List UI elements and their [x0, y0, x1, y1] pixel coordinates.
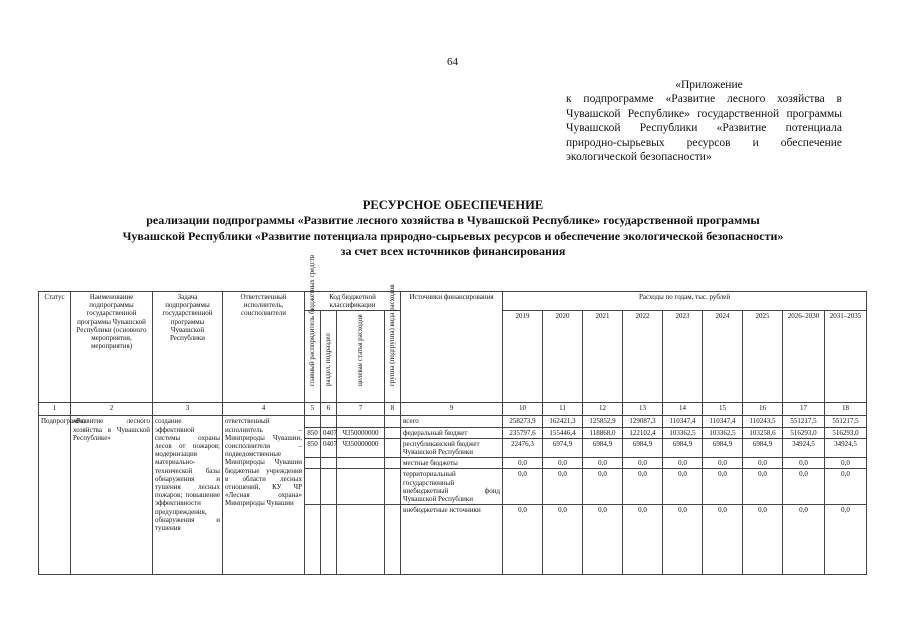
value-cell: 0,0	[783, 469, 825, 505]
value-cell: 0,0	[503, 458, 543, 469]
value-cell: 0,0	[825, 505, 867, 575]
value-cell: 118868,0	[583, 427, 623, 438]
header-year: 2022	[623, 311, 663, 403]
grbs-cell: 850	[305, 438, 321, 457]
value-cell: 258273,9	[503, 416, 543, 427]
header-responsible: Ответственный исполнитель, соисполнители	[223, 292, 305, 403]
value-cell: 110243,5	[743, 416, 783, 427]
value-cell: 103362,5	[663, 427, 703, 438]
source-cell: внебюджетные источники	[401, 505, 503, 575]
rz-cell: 0407	[321, 438, 337, 457]
value-cell: 22476,3	[503, 438, 543, 457]
value-cell: 0,0	[783, 505, 825, 575]
value-cell: 6984,9	[743, 438, 783, 457]
source-cell: федеральный бюджет	[401, 427, 503, 438]
value-cell: 0,0	[703, 458, 743, 469]
value-cell: 0,0	[623, 505, 663, 575]
col-number: 11	[543, 403, 583, 416]
vr-cell	[385, 505, 401, 575]
page-number: 64	[447, 56, 458, 68]
value-cell: 6974,9	[543, 438, 583, 457]
grbs-cell	[305, 416, 321, 427]
value-cell: 0,0	[743, 458, 783, 469]
header-year: 2023	[663, 311, 703, 403]
title-line-1: РЕСУРСНОЕ ОБЕСПЕЧЕНИЕ	[362, 198, 544, 212]
status-cell: Подпрограмма	[39, 416, 71, 575]
value-cell: 0,0	[623, 458, 663, 469]
header-code-rz: раздел, подраздел	[321, 311, 337, 403]
appendix-heading: «Приложение	[675, 79, 743, 91]
value-cell: 0,0	[623, 469, 663, 505]
col-number: 12	[583, 403, 623, 416]
source-cell: территориальный государственный внебюджетный фонд Чувашской Республики	[401, 469, 503, 505]
value-cell: 110347,4	[663, 416, 703, 427]
rz-cell: 0407	[321, 427, 337, 438]
grbs-cell	[305, 505, 321, 575]
cs-cell: Ч350000000	[337, 427, 385, 438]
value-cell: 129087,3	[623, 416, 663, 427]
vr-cell	[385, 438, 401, 457]
rz-cell	[321, 416, 337, 427]
value-cell: 0,0	[543, 458, 583, 469]
document-title	[40, 198, 866, 260]
source-cell: местные бюджеты	[401, 458, 503, 469]
col-number: 2	[71, 403, 153, 416]
header-budget-code: Код бюджетной классификации	[305, 292, 401, 311]
header-expenses: Расходы по годам, тыс. рублей	[503, 292, 867, 311]
value-cell: 6984,9	[623, 438, 663, 457]
value-cell: 103258,6	[743, 427, 783, 438]
col-number: 14	[663, 403, 703, 416]
value-cell: 0,0	[583, 458, 623, 469]
value-cell: 6984,9	[703, 438, 743, 457]
header-year: 2031–2035	[825, 311, 867, 403]
col-number: 16	[743, 403, 783, 416]
title-line-4: за счет всех источников финансирования	[340, 244, 566, 258]
header-year: 2024	[703, 311, 743, 403]
cs-cell	[337, 458, 385, 469]
value-cell: 0,0	[543, 469, 583, 505]
value-cell: 6984,9	[663, 438, 703, 457]
column-numbers-row	[39, 403, 867, 416]
header-status: Статус	[39, 292, 71, 403]
col-number: 18	[825, 403, 867, 416]
value-cell: 6984,9	[583, 438, 623, 457]
value-cell: 0,0	[825, 458, 867, 469]
appendix-text: к подпрограмме «Развитие лесного хозяйства в Чувашской Республике» государственной программы Чувашской Республики «Развитие потенциала природно-сырьевых ресурсов и обеспечение экологической безопасности»	[566, 93, 842, 164]
value-cell: 0,0	[583, 469, 623, 505]
value-cell: 516293,0	[825, 427, 867, 438]
value-cell: 0,0	[503, 469, 543, 505]
rz-cell	[321, 505, 337, 575]
value-cell: 34924,5	[783, 438, 825, 457]
col-number: 10	[503, 403, 543, 416]
source-cell: республиканский бюджет Чувашской Республики	[401, 438, 503, 457]
col-number: 13	[623, 403, 663, 416]
cs-cell: Ч350000000	[337, 438, 385, 457]
header-year: 2021	[583, 311, 623, 403]
rz-cell	[321, 458, 337, 469]
value-cell: 516293,0	[783, 427, 825, 438]
table-row	[39, 416, 867, 427]
rz-cell	[321, 469, 337, 505]
value-cell: 0,0	[663, 458, 703, 469]
value-cell: 0,0	[703, 469, 743, 505]
vr-cell	[385, 458, 401, 469]
grbs-cell	[305, 458, 321, 469]
value-cell: 0,0	[783, 458, 825, 469]
vr-cell	[385, 427, 401, 438]
header-code-vr: группа (подгруппа) вида расходов	[385, 311, 401, 403]
value-cell: 110347,4	[703, 416, 743, 427]
cs-cell	[337, 469, 385, 505]
value-cell: 0,0	[663, 505, 703, 575]
header-task: Задача подпрограммы государственной программы Чувашской Республики	[153, 292, 223, 403]
col-number: 1	[39, 403, 71, 416]
value-cell: 235797,6	[503, 427, 543, 438]
title-line-2: реализации подпрограммы «Развитие лесного хозяйства в Чувашской Республике» государственной программы	[146, 213, 760, 227]
responsible-cell: ответственный исполнитель – Минприроды Чувашии, соисполнители – подведомственные Минприроды Чувашии бюджетные учреждения в области лесных отношений, КУ ЧР «Лесная охрана» Минприроды Чувашии	[223, 416, 305, 575]
task-cell: создание эффективной системы охраны лесов от пожаров; модернизация материально-технической базы обнаружения и тушения лесных пожаров; повышение эффективности предупреждения, обнаружения и тушения	[153, 416, 223, 575]
grbs-cell: 850	[305, 427, 321, 438]
value-cell: 0,0	[825, 469, 867, 505]
cs-cell	[337, 505, 385, 575]
value-cell: 551217,5	[783, 416, 825, 427]
value-cell: 34924,5	[825, 438, 867, 457]
value-cell: 0,0	[743, 505, 783, 575]
value-cell: 0,0	[743, 469, 783, 505]
source-cell: всего	[401, 416, 503, 427]
header-year: 2025	[743, 311, 783, 403]
value-cell: 103362,5	[703, 427, 743, 438]
appendix-note	[566, 78, 842, 164]
header-year: 2019	[503, 311, 543, 403]
col-number: 17	[783, 403, 825, 416]
vr-cell	[385, 469, 401, 505]
header-sources: Источники финансирования	[401, 292, 503, 403]
value-cell: 551217,5	[825, 416, 867, 427]
col-number: 9	[401, 403, 503, 416]
resource-table	[38, 255, 867, 575]
header-code-grbs: главный распорядитель бюджетных средств	[305, 311, 321, 403]
header-year: 2020	[543, 311, 583, 403]
col-number: 8	[385, 403, 401, 416]
col-number: 4	[223, 403, 305, 416]
header-code-cs: целевая статья расходов	[337, 311, 385, 403]
value-cell: 122102,4	[623, 427, 663, 438]
value-cell: 0,0	[543, 505, 583, 575]
col-number: 15	[703, 403, 743, 416]
col-number: 6	[321, 403, 337, 416]
value-cell: 0,0	[583, 505, 623, 575]
value-cell: 0,0	[703, 505, 743, 575]
grbs-cell	[305, 469, 321, 505]
value-cell: 155446,4	[543, 427, 583, 438]
cs-cell	[337, 416, 385, 427]
value-cell: 162421,3	[543, 416, 583, 427]
col-number: 5	[305, 403, 321, 416]
col-number: 7	[337, 403, 385, 416]
vr-cell	[385, 416, 401, 427]
header-year: 2026–2030	[783, 311, 825, 403]
header-name: Наименование подпрограммы государственной программы Чувашской Республики (основного мероприятия, мероприятия)	[71, 292, 153, 403]
title-line-3: Чувашской Республики «Развитие потенциала природно-сырьевых ресурсов и обеспечение экологической безопасности»	[122, 228, 784, 243]
subprogram-name-cell: «Развитие лесного хозяйства в Чувашской Республике»	[71, 416, 153, 575]
value-cell: 0,0	[503, 505, 543, 575]
col-number: 3	[153, 403, 223, 416]
value-cell: 0,0	[663, 469, 703, 505]
value-cell: 125852,9	[583, 416, 623, 427]
